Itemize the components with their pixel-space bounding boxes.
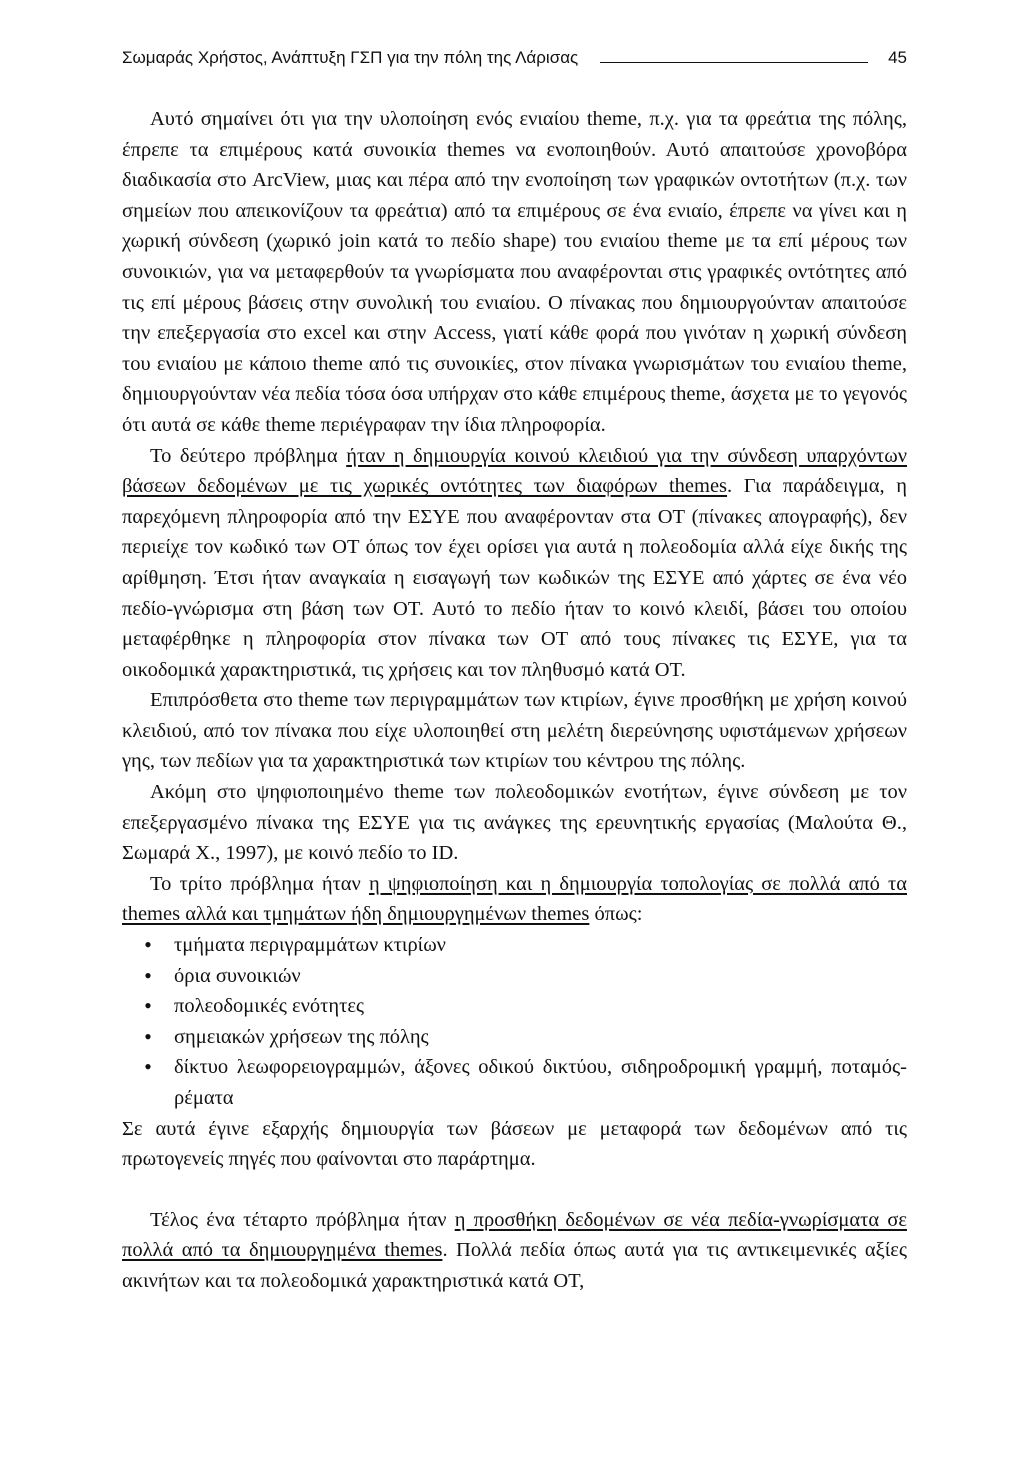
paragraph-7 (122, 1205, 907, 1297)
running-header (122, 44, 907, 68)
paragraph-7-lead: Τέλος ένα τέταρτο πρόβλημα ήταν (150, 1208, 455, 1231)
header-title: Σωμαράς Χρήστος, Ανάπτυξη ΓΣΠ για την πόλη της Λάρισας (122, 48, 579, 67)
list-item: • πολεοδομικές ενότητες (174, 991, 907, 1022)
paragraph-5 (122, 869, 907, 930)
paragraph-2-lead: Το δεύτερο πρόβλημα (150, 444, 347, 467)
paragraph-2 (122, 441, 907, 686)
paragraph-2-underlined: ήταν η δημιουργία κοινού κλειδιού για την σύνδεση υπαρχόντων βάσεων δεδομένων με τις χωρικές οντότητες των διαφόρων themes (122, 444, 908, 498)
list-item: • όρια συνοικιών (174, 961, 907, 992)
paragraph-2-rest: . Για παράδειγμα, η παρεχόμενη πληροφορία από την ΕΣΥΕ που αναφέρονταν στα ΟΤ (πίνακες απογραφής), δεν περιείχε τον κωδικό των ΟΤ όπως τον έχει ορίσει για αυτά η πολεοδομία αλλά είχε δικής της αρίθμηση. Έτσι ήταν αναγκαία η εισαγωγή των κωδικών της ΕΣΥΕ από χάρτες σε ένα νέο πεδίο-γνώρισμα στη βάση των ΟΤ. Αυτό το πεδίο ήταν το κοινό κλειδί, βάσει του οποίου μεταφέρθηκε η πληροφορία στον πίνακα των ΟΤ από τους πίνακες τις ΕΣΥΕ, για τα οικοδομικά χαρακτηριστικά, τις χρήσεις και τον πληθυσμό κατά ΟΤ. (122, 475, 907, 681)
list-item: • δίκτυο λεωφορειογραμμών, άξονες οδικού δικτύου, σιδηροδρομική γραμμή, ποταμός-ρέματα (174, 1052, 907, 1113)
paragraph-7-rest: . Πολλά πεδία όπως αυτά για τις αντικειμενικές αξίες ακινήτων και τα πολεοδομικά χαρακτηριστικά κατά ΟΤ, (122, 1239, 907, 1292)
page-body (122, 104, 907, 1297)
paragraph-4: Ακόμη στο ψηφιοποιημένο theme των πολεοδομικών ενοτήτων, έγινε σύνδεση με τον επεξεργασμένο πίνακα της ΕΣΥΕ για τις ανάγκες της ερευνητικής εργασίας (Μαλούτα Θ., Σωμαρά Χ., 1997), με κοινό πεδίο το ID. (122, 781, 907, 865)
list-item: • σημειακών χρήσεων της πόλης (174, 1022, 907, 1053)
paragraph-7-underlined: η προσθήκη δεδομένων σε νέα πεδία-γνωρίσματα σε πολλά από τα δημιουργημένα themes (122, 1208, 907, 1262)
list-item: • τμήματα περιγραμμάτων κτιρίων (174, 930, 907, 961)
paragraph-5-rest: όπως: (589, 903, 643, 926)
paragraph-1: Αυτό σημαίνει ότι για την υλοποίηση ενός ενιαίου theme, π.χ. για τα φρεάτια της πόλης, έπρεπε τα επιμέρους κατά συνοικία themes να ενοποιηθούν. Αυτό απαιτούσε χρονοβόρα διαδικασία στο ArcView, μιας και πέρα από την ενοποίηση των γραφικών οντοτήτων (π.χ. των σημείων που απεικονίζουν τα φρεάτια) από τα επιμέρους σε ένα ενιαίο, έπρεπε να γίνει και η χωρική σύνδεση (χωρικό join κατά το πεδίο shape) του ενιαίου theme με τα επί μέρους των συνοικιών, για να μεταφερθούν τα γνωρίσματα που αναφέρονται στις γραφικές οντότητες από τις επί μέρους βάσεις στην συνολική του ενιαίου. Ο πίνακας που δημιουργούνταν απαιτούσε την επεξεργασία στο excel και στην Access, γιατί κάθε φορά που γινόταν η χωρική σύνδεση του ενιαίου με κάποιο theme από τις συνοικίες, στον πίνακα γνωρισμάτων του ενιαίου theme, δημιουργούνταν νέα πεδία τόσα όσα υπήρχαν στο κάθε επιμέρους theme, άσχετα με το γεγονός ότι αυτά σε κάθε theme περιέγραφαν την ίδια πληροφορία. (122, 108, 907, 436)
page-number: 45 (888, 48, 907, 67)
paragraph-3: Επιπρόσθετα στο theme των περιγραμμάτων των κτιρίων, έγινε προσθήκη με χρήση κοινού κλειδιού, από τον πίνακα που είχε υλοποιηθεί στη μελέτη διερεύνησης υφιστάμενων χρήσεων γης, των πεδίων για τα χαρακτηριστικά των κτιρίων του κέντρου της πόλης. (122, 689, 907, 773)
paragraph-5-lead: Το τρίτο πρόβλημα ήταν (150, 872, 370, 895)
paragraph-5-underlined: η ψηφιοποίηση και η δημιουργία τοπολογίας σε πολλά από τα themes αλλά και τμημάτων ήδη δημιουργημένων themes (122, 872, 908, 926)
header-rule (600, 62, 868, 63)
paragraph-6: Σε αυτά έγινε εξαρχής δημιουργία των βάσεων με μεταφορά των δεδομένων από τις πρωτογενείς πηγές που φαίνονται στο παράρτημα. (122, 1117, 907, 1171)
bullet-list (122, 930, 907, 1114)
